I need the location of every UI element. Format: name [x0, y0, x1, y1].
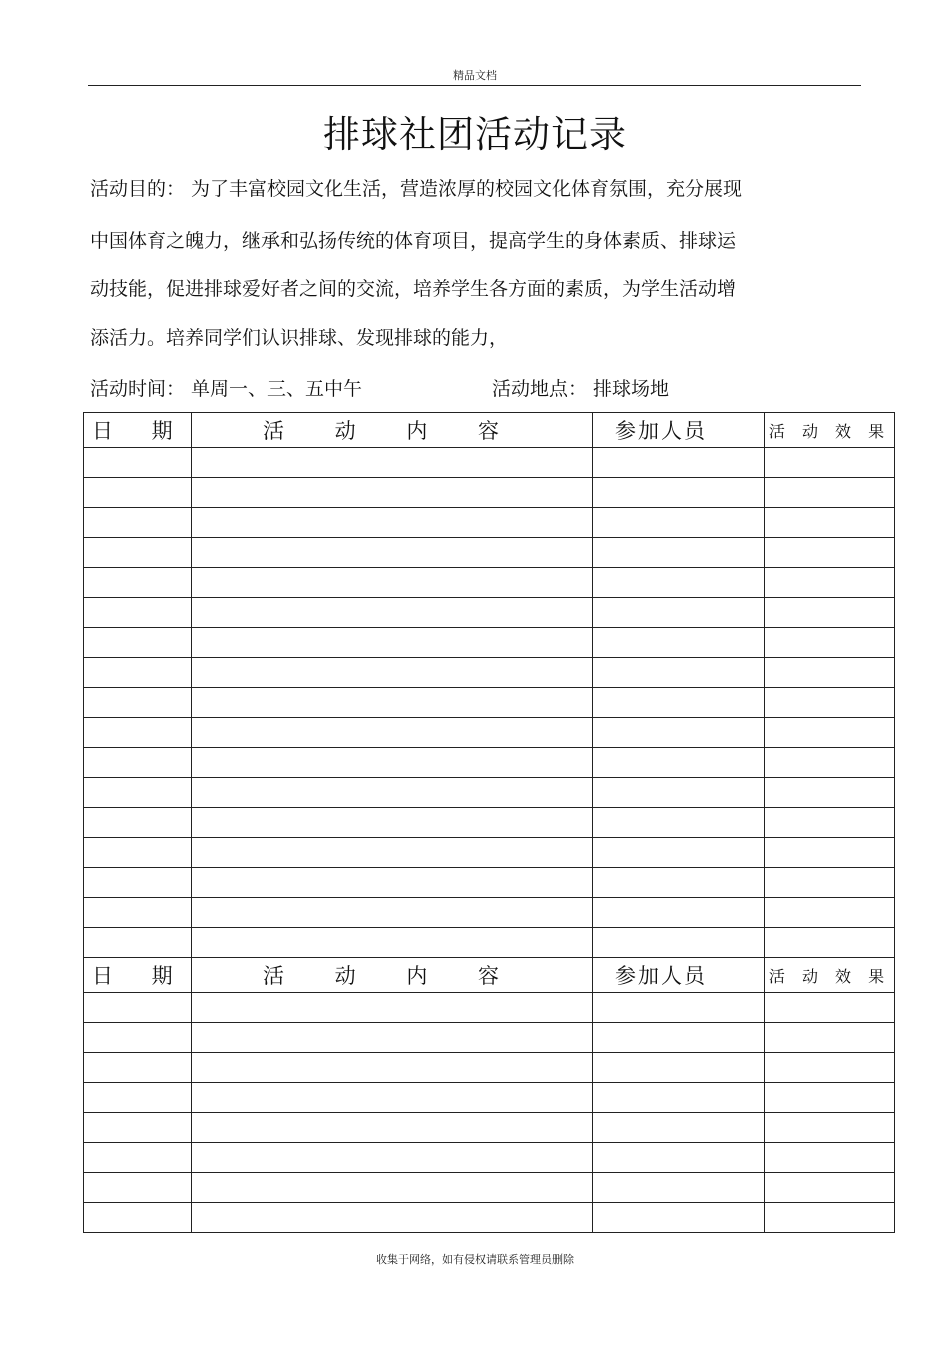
- cell-date[interactable]: [84, 993, 192, 1023]
- cell-date[interactable]: [84, 718, 192, 748]
- header-effect: 活 动 效 果: [765, 958, 895, 993]
- cell-content[interactable]: [192, 1053, 593, 1083]
- cell-date[interactable]: [84, 628, 192, 658]
- cell-participants[interactable]: [593, 1053, 765, 1083]
- cell-content[interactable]: [192, 508, 593, 538]
- purpose-line-3: 动技能，促进排球爱好者之间的交流，培养学生各方面的素质，为学生活动增: [90, 278, 737, 300]
- cell-effect[interactable]: [765, 538, 895, 568]
- cell-effect[interactable]: [765, 1023, 895, 1053]
- cell-effect[interactable]: [765, 568, 895, 598]
- table-row: [84, 688, 895, 718]
- header-participants: 参加人员: [593, 958, 765, 993]
- cell-participants[interactable]: [593, 658, 765, 688]
- table-row: [84, 508, 895, 538]
- cell-effect[interactable]: [765, 1203, 895, 1233]
- cell-participants[interactable]: [593, 718, 765, 748]
- cell-effect[interactable]: [765, 928, 895, 958]
- purpose-line-1: 活动目的： 为了丰富校园文化生活，营造浓厚的校园文化体育氛围，充分展现: [90, 178, 743, 200]
- cell-date[interactable]: [84, 1053, 192, 1083]
- table-row: [84, 658, 895, 688]
- cell-content[interactable]: [192, 448, 593, 478]
- table-row: [84, 1203, 895, 1233]
- cell-participants[interactable]: [593, 838, 765, 868]
- table-row: [84, 1173, 895, 1203]
- cell-effect[interactable]: [765, 628, 895, 658]
- cell-participants[interactable]: [593, 808, 765, 838]
- table-row: [84, 478, 895, 508]
- cell-effect[interactable]: [765, 808, 895, 838]
- table-row: [84, 838, 895, 868]
- table-row: [84, 778, 895, 808]
- cell-participants[interactable]: [593, 898, 765, 928]
- table-row: [84, 1053, 895, 1083]
- cell-content[interactable]: [192, 868, 593, 898]
- cell-content[interactable]: [192, 748, 593, 778]
- cell-effect[interactable]: [765, 1173, 895, 1203]
- table-row: [84, 868, 895, 898]
- cell-effect[interactable]: [765, 448, 895, 478]
- cell-date[interactable]: [84, 1143, 192, 1173]
- cell-participants[interactable]: [593, 993, 765, 1023]
- cell-date[interactable]: [84, 598, 192, 628]
- table-row: [84, 993, 895, 1023]
- page-header-text: 精品文档: [453, 69, 497, 82]
- cell-content[interactable]: [192, 993, 593, 1023]
- cell-effect[interactable]: [765, 658, 895, 688]
- cell-date[interactable]: [84, 1083, 192, 1113]
- header-divider: [88, 85, 861, 86]
- cell-date[interactable]: [84, 688, 192, 718]
- cell-content[interactable]: [192, 688, 593, 718]
- cell-participants[interactable]: [593, 628, 765, 658]
- cell-effect[interactable]: [765, 718, 895, 748]
- purpose-line-2: 中国体育之魄力，继承和弘扬传统的体育项目，提高学生的身体素质、排球运: [90, 230, 737, 252]
- cell-date[interactable]: [84, 1113, 192, 1143]
- cell-content[interactable]: [192, 718, 593, 748]
- cell-date[interactable]: [84, 508, 192, 538]
- cell-date[interactable]: [84, 658, 192, 688]
- table-header-row: [84, 413, 895, 448]
- cell-content[interactable]: [192, 1173, 593, 1203]
- cell-date[interactable]: [84, 748, 192, 778]
- cell-content[interactable]: [192, 478, 593, 508]
- cell-participants[interactable]: [593, 478, 765, 508]
- header-date: 日 期: [84, 958, 192, 993]
- cell-participants[interactable]: [593, 928, 765, 958]
- cell-effect[interactable]: [765, 868, 895, 898]
- cell-content[interactable]: [192, 838, 593, 868]
- cell-content[interactable]: [192, 598, 593, 628]
- table-row: [84, 598, 895, 628]
- cell-effect[interactable]: [765, 688, 895, 718]
- cell-date[interactable]: [84, 898, 192, 928]
- table-row: [84, 448, 895, 478]
- cell-participants[interactable]: [593, 1203, 765, 1233]
- cell-effect[interactable]: [765, 1113, 895, 1143]
- activity-place: 活动地点： 排球场地: [492, 378, 670, 400]
- cell-effect[interactable]: [765, 748, 895, 778]
- table-row: [84, 1113, 895, 1143]
- cell-participants[interactable]: [593, 1113, 765, 1143]
- table-row: [84, 568, 895, 598]
- cell-content[interactable]: [192, 628, 593, 658]
- table-row: [84, 628, 895, 658]
- cell-content[interactable]: [192, 1203, 593, 1233]
- cell-effect[interactable]: [765, 1083, 895, 1113]
- cell-date[interactable]: [84, 868, 192, 898]
- header-date: 日 期: [84, 413, 192, 448]
- cell-date[interactable]: [84, 1023, 192, 1053]
- table-row: [84, 808, 895, 838]
- cell-content[interactable]: [192, 1113, 593, 1143]
- cell-date[interactable]: [84, 838, 192, 868]
- cell-date[interactable]: [84, 808, 192, 838]
- table-row: [84, 898, 895, 928]
- activity-time: 活动时间： 单周一、三、五中午: [90, 378, 363, 400]
- cell-date[interactable]: [84, 928, 192, 958]
- cell-participants[interactable]: [593, 688, 765, 718]
- table-row: [84, 1143, 895, 1173]
- cell-effect[interactable]: [765, 508, 895, 538]
- cell-participants[interactable]: [593, 1143, 765, 1173]
- page-title: 排球社团活动记录: [323, 113, 627, 156]
- cell-content[interactable]: [192, 1143, 593, 1173]
- cell-participants[interactable]: [593, 748, 765, 778]
- cell-date[interactable]: [84, 448, 192, 478]
- table-header-row: [84, 958, 895, 993]
- activity-log-table: [83, 412, 895, 1233]
- header-content: 活 动 内 容: [192, 413, 593, 448]
- table-row: [84, 718, 895, 748]
- cell-participants[interactable]: [593, 868, 765, 898]
- cell-content[interactable]: [192, 1083, 593, 1113]
- page-footer-text: 收集于网络，如有侵权请联系管理员删除: [376, 1253, 574, 1266]
- cell-content[interactable]: [192, 1023, 593, 1053]
- cell-date[interactable]: [84, 568, 192, 598]
- cell-participants[interactable]: [593, 538, 765, 568]
- cell-content[interactable]: [192, 778, 593, 808]
- header-effect: 活 动 效 果: [765, 413, 895, 448]
- cell-content[interactable]: [192, 538, 593, 568]
- table-row: [84, 1083, 895, 1113]
- cell-date[interactable]: [84, 538, 192, 568]
- table-row: [84, 748, 895, 778]
- activity-log-body: [84, 413, 895, 1233]
- header-content: 活 动 内 容: [192, 958, 593, 993]
- cell-content[interactable]: [192, 658, 593, 688]
- table-row: [84, 1023, 895, 1053]
- cell-participants[interactable]: [593, 1083, 765, 1113]
- cell-content[interactable]: [192, 928, 593, 958]
- cell-effect[interactable]: [765, 838, 895, 868]
- cell-content[interactable]: [192, 898, 593, 928]
- cell-effect[interactable]: [765, 1143, 895, 1173]
- cell-participants[interactable]: [593, 508, 765, 538]
- cell-participants[interactable]: [593, 598, 765, 628]
- cell-date[interactable]: [84, 1203, 192, 1233]
- cell-participants[interactable]: [593, 1173, 765, 1203]
- cell-effect[interactable]: [765, 778, 895, 808]
- table-row: [84, 538, 895, 568]
- cell-effect[interactable]: [765, 598, 895, 628]
- cell-participants[interactable]: [593, 448, 765, 478]
- cell-effect[interactable]: [765, 993, 895, 1023]
- cell-effect[interactable]: [765, 1053, 895, 1083]
- table-row: [84, 928, 895, 958]
- purpose-line-4: 添活力。培养同学们认识排球、发现排球的能力，: [90, 327, 509, 349]
- cell-content[interactable]: [192, 568, 593, 598]
- cell-participants[interactable]: [593, 778, 765, 808]
- cell-content[interactable]: [192, 808, 593, 838]
- cell-effect[interactable]: [765, 898, 895, 928]
- cell-participants[interactable]: [593, 568, 765, 598]
- cell-effect[interactable]: [765, 478, 895, 508]
- cell-date[interactable]: [84, 478, 192, 508]
- cell-date[interactable]: [84, 778, 192, 808]
- cell-date[interactable]: [84, 1173, 192, 1203]
- header-participants: 参加人员: [593, 413, 765, 448]
- cell-participants[interactable]: [593, 1023, 765, 1053]
